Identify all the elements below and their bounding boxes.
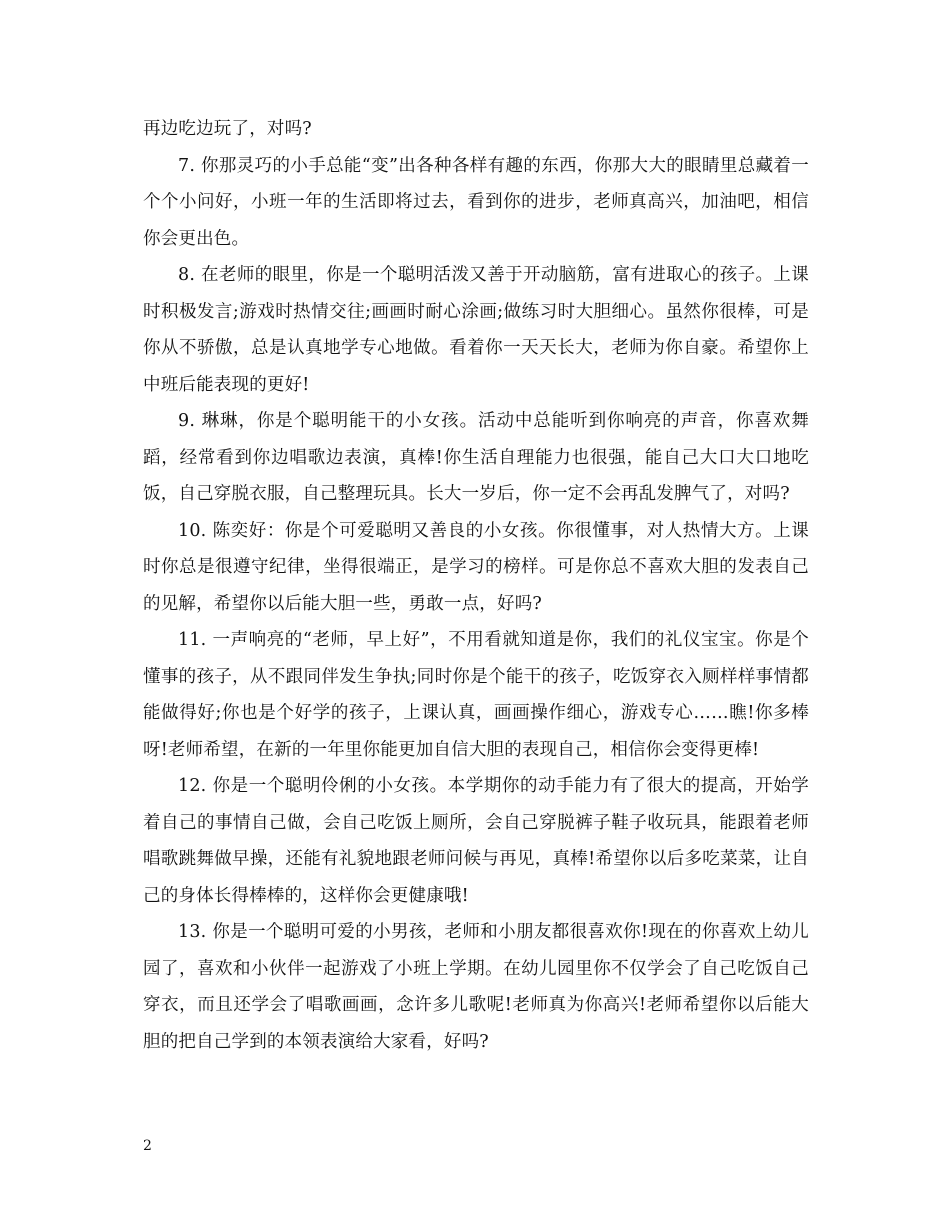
document-paragraph: 再边吃边玩了，对吗? [143,119,312,139]
document-paragraph: 9. 琳琳，你是个聪明能干的小女孩。活动中总能听到你响亮的声音，你喜欢舞蹈，经常看到你边唱歌边表演，真棒!你生活自理能力也很强，能自己大口大口地吃饭，自己穿脱衣服，自己整理玩具。长大一岁后，你一定不会再乱发脾气了，对吗? [143,411,809,504]
document-paragraph: 10. 陈奕好：你是个可爱聪明又善良的小女孩。你很懂事，对人热情大方。上课时你总是很遵守纪律，坐得很端正，是学习的榜样。可是你总不喜欢大胆的发表自己的见解，希望你以后能大胆一些，勇敢一点，好吗? [143,520,809,614]
document-paragraph: 7. 你那灵巧的小手总能“变”出各种各样有趣的东西，你那大大的眼睛里总藏着一个个小问好，小班一年的生活即将过去，看到你的进步，老师真高兴，加油吧，相信你会更出色。 [143,155,809,249]
document-paragraph: 8. 在老师的眼里，你是一个聪明活泼又善于开动脑筋，富有进取心的孩子。上课时积极发言;游戏时热情交往;画画时耐心涂画;做练习时大胆细心。虽然你很棒，可是你从不骄傲，总是认真地学专心地做。看着你一天天长大，老师为你自豪。希望你上中班后能表现的更好! [143,265,809,395]
document-paragraph: 11. 一声响亮的“老师，早上好”，不用看就知道是你，我们的礼仪宝宝。你是个懂事的孩子，从不跟同伴发生争执;同时你是个能干的孩子，吃饭穿衣入厕样样事情都能做得好;你也是个好学的孩子，上课认真，画画操作细心，游戏专心……瞧!你多棒呀!老师希望，在新的一年里你能更加自信大胆的表现自己，相信你会变得更棒! [143,630,809,760]
document-paragraph: 13. 你是一个聪明可爱的小男孩，老师和小朋友都很喜欢你!现在的你喜欢上幼儿园了，喜欢和小伙伴一起游戏了小班上学期。在幼儿园里你不仅学会了自己吃饭自己穿衣，而且还学会了唱歌画画，念许多儿歌呢!老师真为你高兴!老师希望你以后能大胆的把自己学到的本领表演给大家看，好吗? [143,922,809,1052]
document-paragraph: 12. 你是一个聪明伶俐的小女孩。本学期你的动手能力有了很大的提高，开始学着自己的事情自己做，会自己吃饭上厕所，会自己穿脱裤子鞋子收玩具，能跟着老师唱歌跳舞做早操，还能有礼貌地跟老师问候与再见，真棒!希望你以后多吃菜菜，让自己的身体长得棒棒的，这样你会更健康哦! [143,776,809,906]
document-body [143,111,809,1060]
page-number: 2 [143,1138,152,1154]
